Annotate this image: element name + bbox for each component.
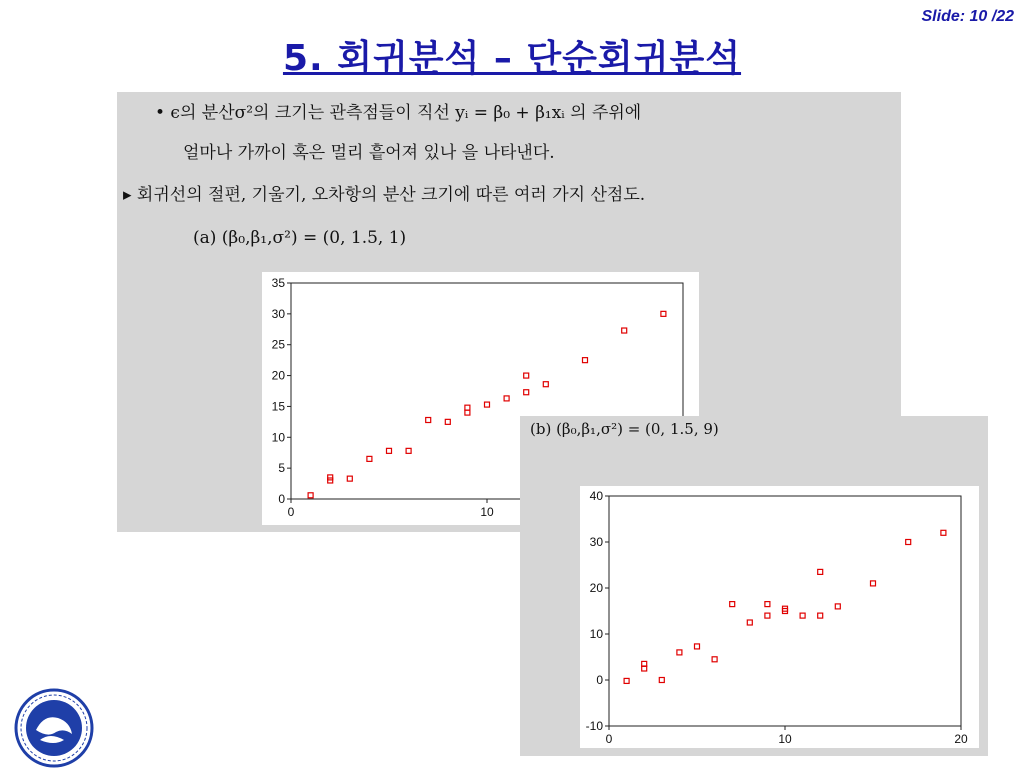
data-point xyxy=(406,448,411,453)
slide-number: Slide: 10 /22 xyxy=(921,8,1014,25)
data-point xyxy=(818,569,823,574)
y-tick-label: 15 xyxy=(271,399,285,414)
y-tick-label: 0 xyxy=(278,492,285,506)
bullet2: ▸ 회귀선의 절편, 기울기, 오차항의 분산 크기에 따른 여러 가지 산점도. xyxy=(123,185,646,205)
y-tick-label: 10 xyxy=(271,430,285,445)
caption-a: (a) (β₀,β₁,σ²) = (0, 1.5, 1) xyxy=(193,228,407,248)
scatter-b-box xyxy=(580,486,979,748)
data-point xyxy=(906,540,911,545)
data-point xyxy=(308,493,313,498)
x-tick-label: 10 xyxy=(480,505,494,519)
data-point xyxy=(765,613,770,618)
data-point xyxy=(504,396,509,401)
bullet1-line2: 얼마나 가까이 혹은 멀리 흩어져 있나 을 나타낸다. xyxy=(183,143,555,163)
data-point xyxy=(387,448,392,453)
y-tick-label: 0 xyxy=(596,673,603,687)
scatter-chart-b xyxy=(580,486,979,748)
data-point xyxy=(712,657,717,662)
data-point xyxy=(747,620,752,625)
data-point xyxy=(871,581,876,586)
data-point xyxy=(524,390,529,395)
data-point xyxy=(485,402,490,407)
data-point xyxy=(465,410,470,415)
y-tick-label: 25 xyxy=(271,337,285,352)
data-point xyxy=(367,456,372,461)
data-point xyxy=(800,613,805,618)
slide-title: 5. 회귀분석 – 단순회귀분석 xyxy=(282,38,742,79)
x-tick-label: 0 xyxy=(605,732,613,746)
data-point xyxy=(818,613,823,618)
bullet1-line1: • ϵ의 분산σ²의 크기는 관측점들이 직선 yᵢ = β₀ + β₁xᵢ 의 주위에 xyxy=(155,103,642,123)
x-tick-label: 20 xyxy=(954,732,968,746)
data-point xyxy=(659,678,664,683)
yeungnam-university-seal-icon xyxy=(14,688,94,768)
y-tick-label: 30 xyxy=(589,535,603,549)
data-point xyxy=(624,678,629,683)
x-tick-label: 10 xyxy=(778,732,792,746)
data-point xyxy=(677,650,682,655)
y-tick-label: 20 xyxy=(271,368,285,383)
data-point xyxy=(695,644,700,649)
panel-b xyxy=(520,416,988,756)
y-tick-label: 30 xyxy=(271,306,285,321)
y-tick-label: -10 xyxy=(585,719,603,733)
data-point xyxy=(347,476,352,481)
y-tick-label: 5 xyxy=(278,461,285,476)
y-tick-label: 10 xyxy=(589,627,603,641)
data-point xyxy=(765,602,770,607)
data-point xyxy=(661,311,666,316)
data-point xyxy=(583,358,588,363)
x-tick-label: 0 xyxy=(287,505,295,519)
data-point xyxy=(622,328,627,333)
y-tick-label: 35 xyxy=(271,276,285,290)
y-tick-label: 40 xyxy=(589,489,603,503)
data-point xyxy=(465,405,470,410)
data-point xyxy=(543,382,548,387)
data-point xyxy=(524,373,529,378)
data-point xyxy=(730,602,735,607)
caption-b: (b) (β₀,β₁,σ²) = (0, 1.5, 9) xyxy=(530,420,719,438)
data-point xyxy=(445,419,450,424)
data-point xyxy=(426,418,431,423)
y-tick-label: 20 xyxy=(589,581,603,595)
data-point xyxy=(835,604,840,609)
data-point xyxy=(941,530,946,535)
